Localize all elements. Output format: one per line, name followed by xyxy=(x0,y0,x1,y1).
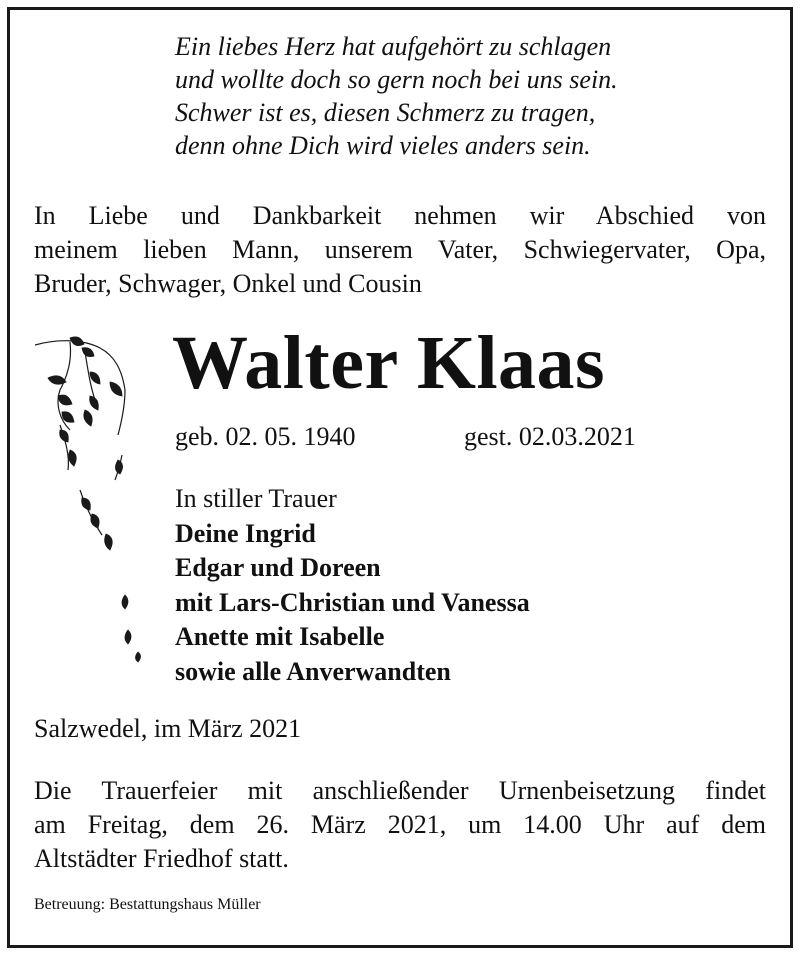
mourners-list xyxy=(175,482,530,689)
service-line: Altstädter Friedhof statt. xyxy=(34,844,289,873)
mourner-name: Edgar und Doreen xyxy=(175,553,381,582)
intro-text xyxy=(34,199,766,301)
intro-line: In Liebe und Dankbarkeit nehmen wir Abschied von xyxy=(34,201,766,230)
intro-line: meinem lieben Mann, unserem Vater, Schwiegervater, Opa, xyxy=(34,235,766,264)
death-date: gest. 02.03.2021 xyxy=(464,422,636,451)
mourner-name: sowie alle Anverwandten xyxy=(175,656,451,686)
poem-line: Ein liebes Herz hat aufgehört zu schlagen xyxy=(175,32,612,61)
life-dates xyxy=(175,420,636,454)
service-line: Die Trauerfeier mit anschließender Urnenbeisetzung findet xyxy=(34,776,766,805)
mourners-heading: In stiller Trauer xyxy=(175,484,337,513)
poem xyxy=(175,30,618,162)
service-info xyxy=(34,774,766,876)
funeral-home-credit: Betreuung: Bestattungshaus Müller xyxy=(34,896,261,913)
birth-date: geb. 02. 05. 1940 xyxy=(175,422,356,451)
poem-line: Schwer ist es, diesen Schmerz zu tragen, xyxy=(175,98,596,127)
place-date: Salzwedel, im März 2021 xyxy=(34,714,302,743)
mourner-name: Anette mit Isabelle xyxy=(175,622,385,651)
service-line: am Freitag, dem 26. März 2021, um 14.00 Uhr auf dem xyxy=(34,810,766,839)
poem-line: denn ohne Dich wird vieles anders sein. xyxy=(175,131,591,160)
mourner-name: mit Lars-Christian und Vanessa xyxy=(175,587,530,617)
deceased-name: Walter Klaas xyxy=(172,321,606,405)
birch-branch-icon xyxy=(30,330,170,690)
poem-line: und wollte doch so gern noch bei uns sein. xyxy=(175,65,618,94)
intro-line: Bruder, Schwager, Onkel und Cousin xyxy=(34,269,422,298)
mourner-name: Deine Ingrid xyxy=(175,518,316,548)
